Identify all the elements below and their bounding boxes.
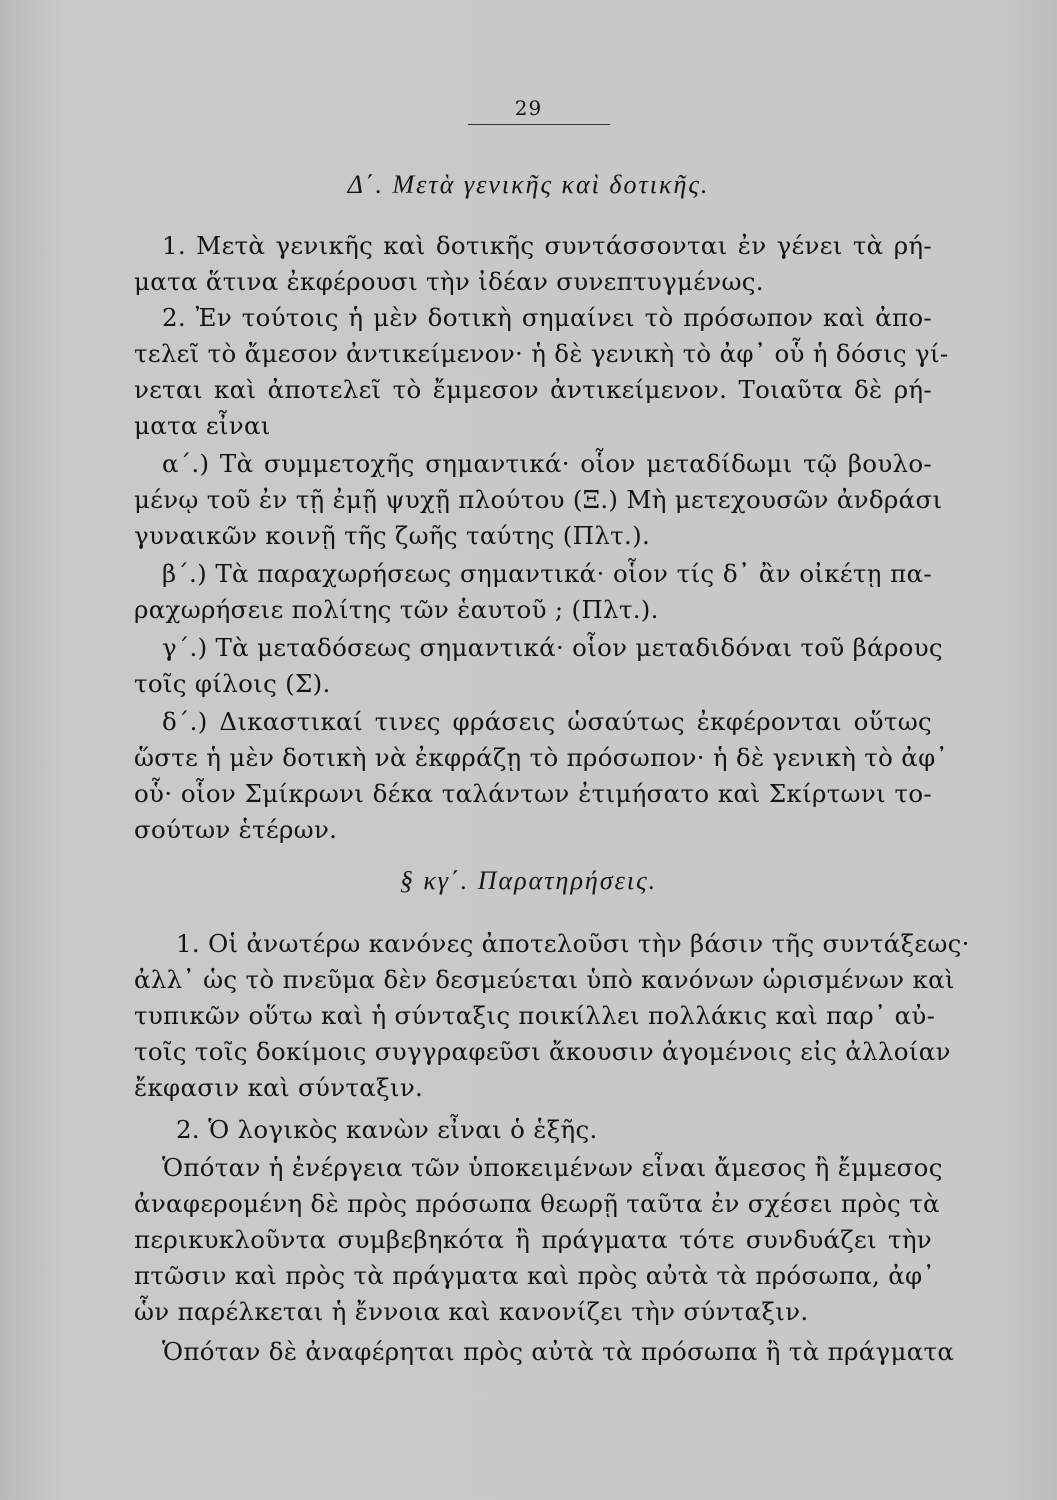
text-line: ἀναφερομένη δὲ πρὸς πρόσωπα θεωρῇ ταῦτα ἐν σχέσει πρὸς τὰ <box>134 1189 940 1218</box>
text-line: δ΄.) Δικαστικαί τινες φράσεις ὡσαύτως ἐκφέρονται οὕτως <box>162 707 932 736</box>
text-line: α΄.) Τὰ συμμετοχῆς σημαντικά· οἷον μεταδίδωμι τῷ βουλο- <box>162 449 932 478</box>
text-line: τελεῖ τὸ ἄμεσον ἀντικείμενον· ἡ δὲ γενικὴ τὸ ἀφ᾽ οὗ ἡ δόσις γί- <box>134 339 949 368</box>
text-line: Ὁπόταν ἡ ἐνέργεια τῶν ὑποκειμένων εἶναι ἄμεσος ἢ ἔμμεσος <box>162 1153 943 1182</box>
text-line: ὧν παρέλκεται ἡ ἔννοια καὶ κανονίζει τὴν σύνταξιν. <box>134 1297 809 1326</box>
text-line: 1. Οἱ ἀνωτέρω κανόνες ἀποτελοῦσι τὴν βάσιν τῆς συντάξεως· <box>176 929 970 958</box>
text-line: ὥστε ἡ μὲν δοτικὴ νὰ ἐκφράζῃ τὸ πρόσωπον· ἡ δὲ γενικὴ τὸ ἀφ᾽ <box>134 743 949 772</box>
text-line: 2. Ἐν τούτοις ἡ μὲν δοτικὴ σημαίνει τὸ πρόσωπον καὶ ἀπο- <box>162 303 932 332</box>
text-line: νεται καὶ ἀποτελεῖ τὸ ἔμμεσον ἀντικείμενον. Τοιαῦτα δὲ ρή- <box>134 375 932 404</box>
text-line: ματα εἶναι <box>134 411 271 440</box>
text-line: γ΄.) Τὰ μεταδόσεως σημαντικά· οἷον μεταδιδόναι τοῦ βάρους <box>162 633 943 662</box>
text-line: ἔκφασιν καὶ σύνταξιν. <box>134 1073 424 1102</box>
text-line: ματα ἅτινα ἐκφέρουσι τὴν ἰδέαν συνεπτυγμένως. <box>134 267 764 296</box>
page-number: 29 <box>514 96 543 120</box>
text-line: τοῖς τοῖς δοκίμοις συγγραφεῦσι ἄκουσιν ἀγομένοις εἰς ἀλλοίαν <box>134 1037 951 1066</box>
text-line: 1. Μετὰ γενικῆς καὶ δοτικῆς συντάσσονται ἐν γένει τὰ ρή- <box>162 231 932 260</box>
subsection-heading: § κγ΄. Παρατηρήσεις. <box>399 866 658 895</box>
text-line: ἀλλ᾽ ὡς τὸ πνεῦμα δὲν δεσμεύεται ὑπὸ κανόνων ὡρισμένων καὶ <box>134 965 955 994</box>
text-line: γυναικῶν κοινῇ τῆς ζωῆς ταύτης (Πλτ.). <box>134 521 651 550</box>
text-line: πτῶσιν καὶ πρὸς τὰ πράγματα καὶ πρὸς αὐτὰ τὰ πρόσωπα, ἀφ᾽ <box>134 1261 936 1290</box>
text-line: ραχωρήσειε πολίτης τῶν ἑαυτοῦ ; (Πλτ.). <box>134 595 659 624</box>
text-line: β΄.) Τὰ παραχωρήσεως σημαντικά· οἷον τίς δ᾽ ἂν οἰκέτῃ πα- <box>162 559 932 588</box>
section-heading: Δ΄. Μετὰ γενικῆς καὶ δοτικῆς. <box>347 170 710 199</box>
text-line: σούτων ἑτέρων. <box>134 815 338 844</box>
text-line: 2. Ὁ λογικὸς κανὼν εἶναι ὁ ἑξῆς. <box>176 1115 598 1144</box>
text-line: τυπικῶν οὕτω καὶ ἡ σύνταξις ποικίλλει πολλάκις καὶ παρ᾽ αὐ- <box>134 1001 936 1030</box>
text-line: μένῳ τοῦ ἐν τῇ ἐμῇ ψυχῇ πλούτου (Ξ.) Μὴ μετεχουσῶν ἀνδράσι <box>134 485 943 514</box>
text-line: περικυκλοῦντα συμβεβηκότα ἢ πράγματα τότε συνδυάζει τὴν <box>134 1225 932 1254</box>
text-line: οὗ· οἷον Σμίκρωνι δέκα ταλάντων ἐτιμήσατο καὶ Σκίρτωνι το- <box>134 779 932 808</box>
header-rule <box>468 124 610 125</box>
text-line: Ὁπόταν δὲ ἀναφέρηται πρὸς αὐτὰ τὰ πρόσωπα ἢ τὰ πράγματα <box>162 1337 955 1366</box>
text-line: τοῖς φίλοις (Σ). <box>134 669 331 698</box>
